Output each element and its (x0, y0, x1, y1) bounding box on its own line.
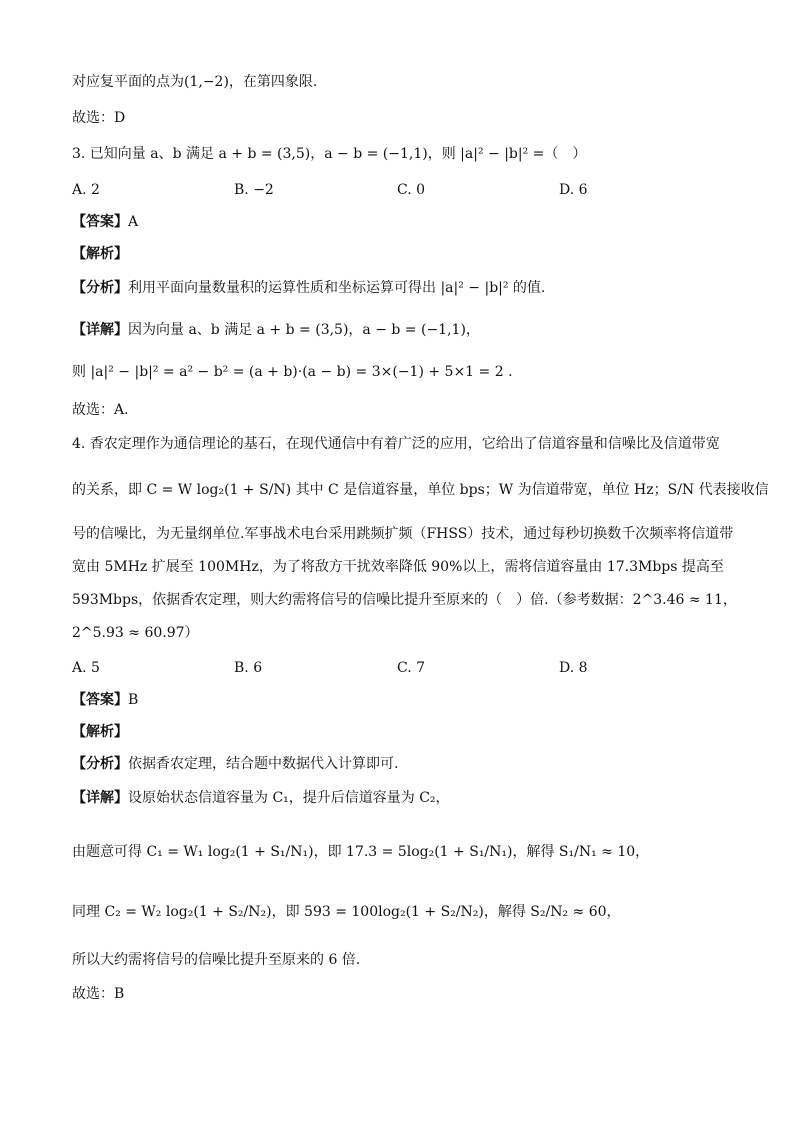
analysis-label: 【解析】 (72, 724, 128, 740)
text-line: 2^5.93 ≈ 60.97） (72, 625, 199, 641)
answer-label: 【答案】 (72, 692, 128, 708)
option-a: A. 2 (72, 182, 100, 198)
text-line: 所以大约需将信号的信噪比提升至原来的 6 倍. (72, 952, 361, 968)
question-3: 3. 已知向量 a、b 满足 a + b = (3,5)，a − b = (−1,1)，则 |a|² − |b|² =（ ） (72, 146, 587, 162)
option-b: B. 6 (234, 660, 263, 676)
answer-value: B (128, 692, 139, 708)
option-d: D. 8 (559, 660, 588, 676)
answer-line (72, 212, 724, 232)
analysis-heading (72, 722, 724, 742)
analysis-heading (72, 244, 724, 264)
analysis-text: 依据香农定理，结合题中数据代入计算即可. (128, 756, 399, 772)
analysis-line (72, 278, 724, 298)
detail-line (72, 788, 724, 808)
detail-line (72, 320, 724, 340)
detail-text: 设原始状态信道容量为 C₁，提升后信道容量为 C₂， (128, 790, 450, 806)
option-c: C. 0 (397, 182, 426, 198)
text-line: 则 |a|² − |b|² = a² − b² = (a + b)·(a − b) = 3×(−1) + 5×1 = 2 . (72, 364, 513, 380)
option-a: A. 5 (72, 660, 100, 676)
detail-label: 【详解】 (72, 322, 128, 338)
analysis-label: 【解析】 (72, 246, 128, 262)
text-line: 号的信噪比，为无量纲单位.军事战术电台采用跳频扩频（FHSS）技术，通过每秒切换数千次频率将信道带 (72, 526, 734, 542)
text-line: 593Mbps，依据香农定理，则大约需将信号的信噪比提升至原来的（ ）倍.（参考数据：2^3.46 ≈ 11， (72, 592, 737, 608)
analysis-text: 利用平面向量数量积的运算性质和坐标运算可得出 |a|² − |b|² 的值. (128, 280, 546, 296)
detail-label: 【详解】 (72, 790, 128, 806)
answer-value: A (128, 214, 139, 230)
text-line: 宽由 5MHz 扩展至 100MHz，为了将敌方干扰效率降低 90%以上，需将信道容量由 17.3Mbps 提高至 (72, 559, 724, 575)
analysis-sub-label: 【分析】 (72, 756, 128, 772)
text-line: 故选：D (72, 110, 126, 126)
option-c: C. 7 (397, 660, 426, 676)
text-line: 同理 C₂ = W₂ log₂(1 + S₂/N₂)，即 593 = 100log₂(1 + S₂/N₂)，解得 S₂/N₂ ≈ 60， (72, 904, 621, 920)
text-line: 故选：A. (72, 402, 129, 418)
question-4: 4. 香农定理作为通信理论的基石，在现代通信中有着广泛的应用，它给出了信道容量和信噪比及信道带宽 (72, 436, 720, 452)
option-d: D. 6 (559, 182, 588, 198)
text-line: 的关系，即 C = W log₂(1 + S/N) 其中 C 是信道容量，单位 bps；W 为信道带宽，单位 Hz；S/N 代表接收信 (72, 482, 769, 498)
text-line: 由题意可得 C₁ = W₁ log₂(1 + S₁/N₁)，即 17.3 = 5log₂(1 + S₁/N₁)，解得 S₁/N₁ ≈ 10， (72, 844, 650, 860)
analysis-sub-label: 【分析】 (72, 280, 128, 296)
answer-line (72, 690, 724, 710)
option-b: B. −2 (234, 182, 274, 198)
text-line: 故选：B (72, 986, 125, 1002)
analysis-line (72, 754, 724, 774)
answer-label: 【答案】 (72, 214, 128, 230)
detail-text: 因为向量 a、b 满足 a + b = (3,5)，a − b = (−1,1)， (128, 322, 480, 338)
text-line: 对应复平面的点为(1,−2)，在第四象限. (72, 74, 318, 90)
